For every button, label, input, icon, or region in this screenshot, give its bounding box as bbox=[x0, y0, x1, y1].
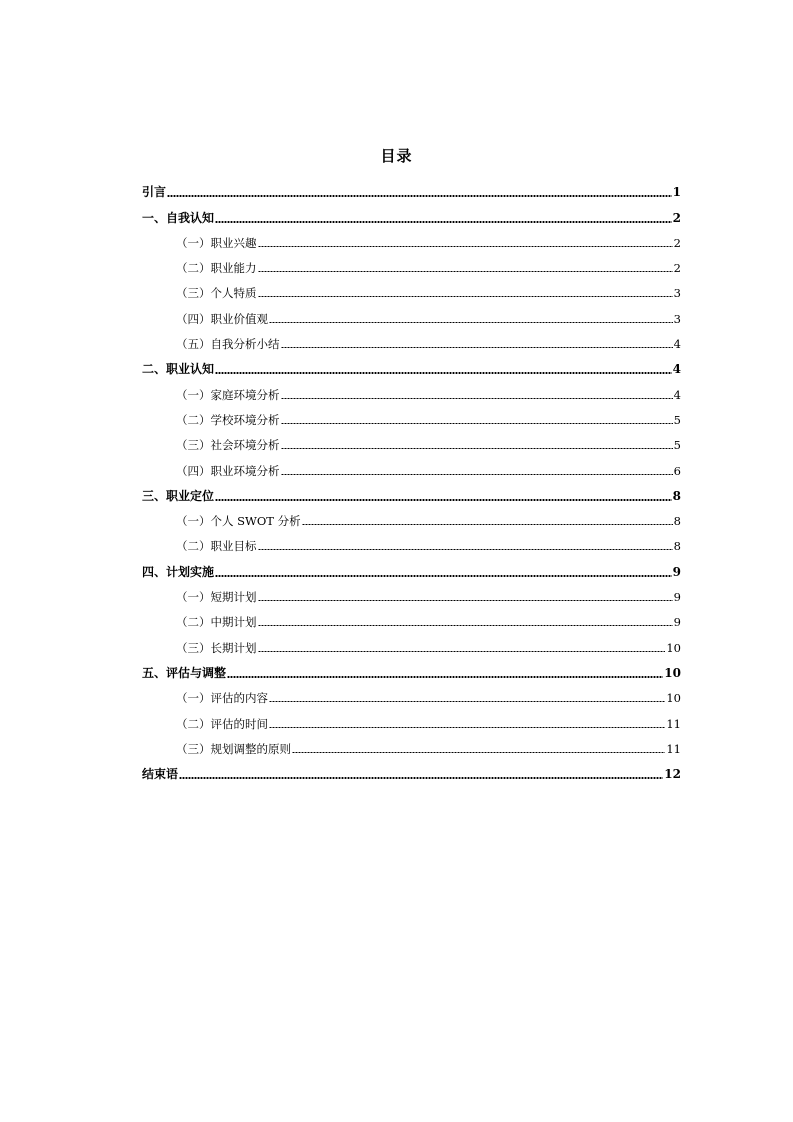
toc-entry-label: 五、评估与调整 bbox=[142, 665, 227, 680]
toc-leader-dots bbox=[292, 752, 665, 753]
toc-page-number: 9 bbox=[673, 590, 681, 605]
toc-entry-chapter-2[interactable] bbox=[142, 352, 681, 377]
toc-entry-section[interactable] bbox=[142, 301, 681, 326]
toc-entry-section[interactable] bbox=[142, 630, 681, 655]
toc-entry-chapter-1[interactable] bbox=[142, 200, 681, 225]
toc-page-number: 9 bbox=[673, 615, 681, 630]
table-of-contents bbox=[142, 175, 681, 782]
toc-entry-chapter-5[interactable] bbox=[142, 656, 681, 681]
toc-entry-label: （二）中期计划 bbox=[176, 615, 257, 630]
toc-page-number: 11 bbox=[666, 716, 681, 731]
toc-leader-dots bbox=[258, 651, 666, 652]
toc-entry-section[interactable] bbox=[142, 605, 681, 630]
toc-entry-label: 三、职业定位 bbox=[142, 488, 215, 503]
toc-page-number: 9 bbox=[672, 564, 681, 579]
toc-page-number: 6 bbox=[673, 463, 681, 478]
page-title: 目录 bbox=[380, 147, 413, 165]
toc-page-number: 4 bbox=[673, 337, 681, 352]
toc-entry-label: （一）家庭环境分析 bbox=[176, 387, 280, 402]
toc-leader-dots bbox=[302, 524, 673, 525]
toc-leader-dots bbox=[179, 777, 663, 779]
toc-entry-label: （一）职业兴趣 bbox=[176, 235, 257, 250]
toc-entry-label: 四、计划实施 bbox=[142, 564, 215, 579]
toc-leader-dots bbox=[281, 474, 673, 475]
toc-entry-section[interactable] bbox=[142, 226, 681, 251]
toc-entry-section[interactable] bbox=[142, 504, 681, 529]
toc-entry-section[interactable] bbox=[142, 529, 681, 554]
toc-page-number: 12 bbox=[664, 767, 681, 782]
toc-page-number: 10 bbox=[666, 640, 681, 655]
toc-entry-label: 结束语 bbox=[142, 767, 179, 782]
toc-leader-dots bbox=[269, 322, 673, 323]
toc-leader-dots bbox=[258, 625, 673, 626]
toc-page-number: 5 bbox=[673, 412, 681, 427]
toc-entry-section[interactable] bbox=[142, 580, 681, 605]
toc-entry-label: （二）职业能力 bbox=[176, 261, 257, 276]
toc-entry-section[interactable] bbox=[142, 732, 681, 757]
toc-page-number: 10 bbox=[666, 691, 681, 706]
toc-entry-label: （二）评估的时间 bbox=[176, 716, 268, 731]
toc-leader-dots bbox=[258, 271, 673, 272]
toc-leader-dots bbox=[281, 398, 673, 399]
toc-page-number: 3 bbox=[673, 286, 681, 301]
toc-entry-label: 一、自我认知 bbox=[142, 210, 215, 225]
toc-entry-section[interactable] bbox=[142, 453, 681, 478]
toc-leader-dots bbox=[258, 600, 673, 601]
toc-leader-dots bbox=[215, 575, 672, 577]
toc-entry-section[interactable] bbox=[142, 276, 681, 301]
toc-page-number: 11 bbox=[666, 741, 681, 756]
toc-entry-conclusion[interactable] bbox=[142, 757, 681, 782]
toc-leader-dots bbox=[258, 246, 673, 247]
toc-leader-dots bbox=[281, 423, 673, 424]
toc-entry-chapter-3[interactable] bbox=[142, 479, 681, 504]
toc-leader-dots bbox=[258, 549, 673, 550]
toc-leader-dots bbox=[269, 701, 665, 702]
toc-page-number: 2 bbox=[673, 235, 681, 250]
toc-entry-section[interactable] bbox=[142, 377, 681, 402]
toc-entry-section[interactable] bbox=[142, 327, 681, 352]
toc-entry-label: （三）长期计划 bbox=[176, 640, 257, 655]
toc-entry-section[interactable] bbox=[142, 403, 681, 428]
toc-leader-dots bbox=[215, 221, 672, 223]
toc-page-number: 4 bbox=[673, 387, 681, 402]
toc-page-number: 3 bbox=[673, 311, 681, 326]
toc-entry-section[interactable] bbox=[142, 428, 681, 453]
toc-entry-label: （一）个人 SWOT 分析 bbox=[176, 514, 301, 529]
toc-entry-label: （一）评估的内容 bbox=[176, 691, 268, 706]
toc-entry-label: （二）学校环境分析 bbox=[176, 412, 280, 427]
toc-leader-dots bbox=[258, 296, 673, 297]
toc-entry-label: 二、职业认知 bbox=[142, 362, 215, 377]
toc-page-number: 8 bbox=[673, 539, 681, 554]
toc-entry-introduction[interactable] bbox=[142, 175, 681, 200]
toc-entry-section[interactable] bbox=[142, 681, 681, 706]
toc-page-number: 8 bbox=[673, 514, 681, 529]
toc-page-number: 4 bbox=[672, 362, 681, 377]
toc-page-number: 10 bbox=[664, 665, 681, 680]
toc-entry-section[interactable] bbox=[142, 251, 681, 276]
toc-entry-label: （二）职业目标 bbox=[176, 539, 257, 554]
toc-leader-dots bbox=[281, 448, 673, 449]
toc-page-number: 8 bbox=[672, 488, 681, 503]
toc-entry-label: （五）自我分析小结 bbox=[176, 337, 280, 352]
toc-leader-dots bbox=[167, 195, 672, 197]
toc-leader-dots bbox=[215, 499, 672, 501]
toc-entry-chapter-4[interactable] bbox=[142, 554, 681, 579]
toc-page-number: 2 bbox=[673, 261, 681, 276]
toc-leader-dots bbox=[281, 347, 673, 348]
toc-entry-label: （三）规划调整的原则 bbox=[176, 741, 291, 756]
toc-leader-dots bbox=[269, 727, 665, 728]
toc-page-number: 1 bbox=[672, 185, 681, 200]
toc-entry-section[interactable] bbox=[142, 706, 681, 731]
toc-entry-label: （四）职业价值观 bbox=[176, 311, 268, 326]
toc-page-number: 2 bbox=[672, 210, 681, 225]
toc-leader-dots bbox=[227, 676, 663, 678]
toc-entry-label: （一）短期计划 bbox=[176, 590, 257, 605]
toc-entry-label: （四）职业环境分析 bbox=[176, 463, 280, 478]
toc-leader-dots bbox=[215, 372, 672, 374]
toc-entry-label: （三）社会环境分析 bbox=[176, 438, 280, 453]
toc-page-number: 5 bbox=[673, 438, 681, 453]
toc-entry-label: 引言 bbox=[142, 185, 167, 200]
toc-entry-label: （三）个人特质 bbox=[176, 286, 257, 301]
